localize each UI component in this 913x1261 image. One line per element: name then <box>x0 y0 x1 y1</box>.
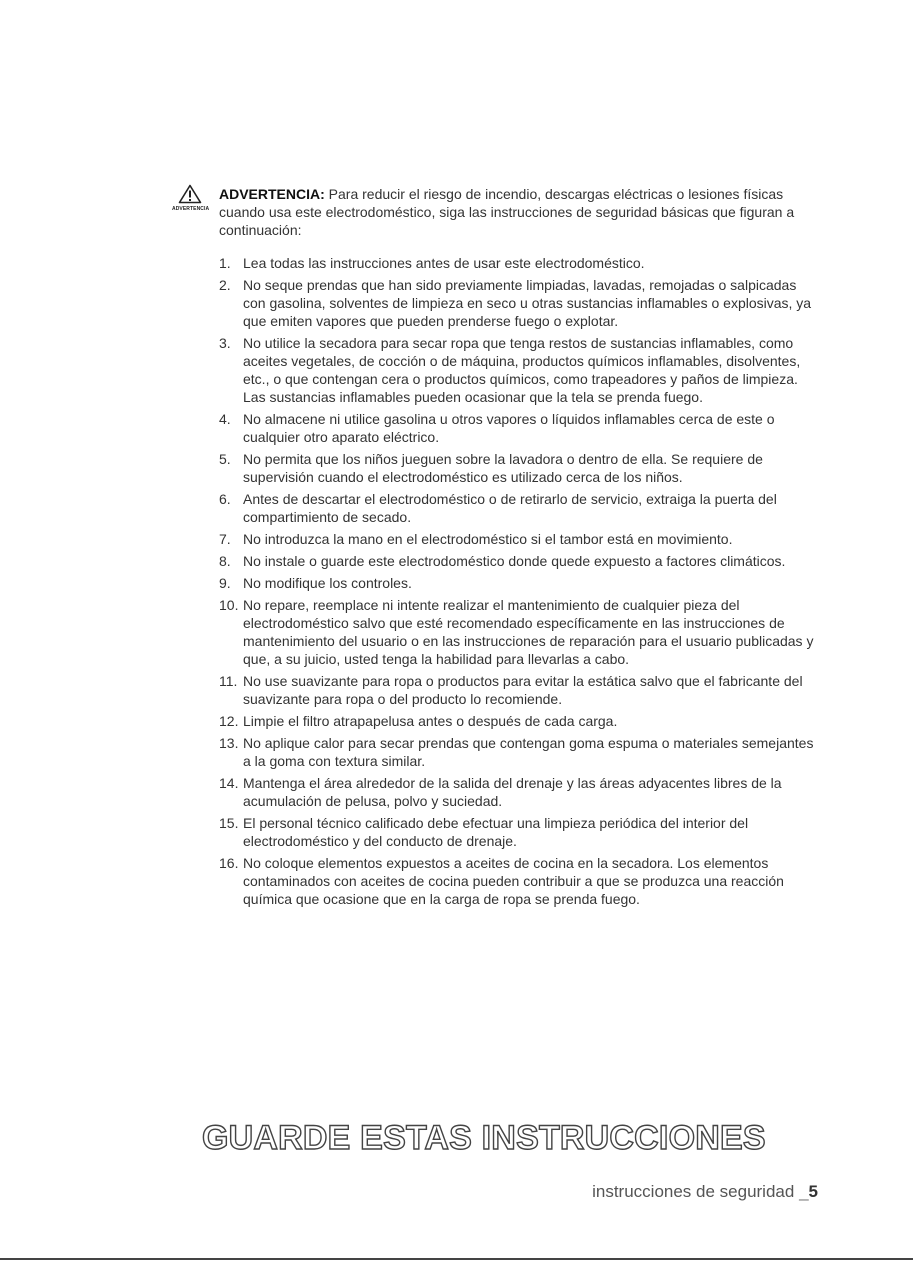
item-number: 13. <box>219 735 239 751</box>
warning-body: Para reducir el riesgo de incendio, descargas eléctricas o lesiones físicas cuando usa este electrodoméstico, siga las instrucciones de seguridad básicas que figuran a continuación: <box>219 186 795 238</box>
item-text: No utilice la secadora para secar ropa que tenga restos de sustancias inflamables, como aceites vegetales, de cocción o de máquina, productos químicos inflamables, disolventes, etc., o que contengan cera o productos químicos, como trapeadores y paños de limpieza. Las sustancias inflamables pueden ocasionar que la tela se prenda fuego. <box>243 335 801 405</box>
warning-heading: ADVERTENCIA: <box>219 186 325 202</box>
item-text: No coloque elementos expuestos a aceites de cocina en la secadora. Los elementos contaminados con aceites de cocina pueden contribuir a que se produzca una reacción química que ocasione que en la carga de ropa se prenda fuego. <box>243 855 784 907</box>
item-number: 8. <box>219 553 231 569</box>
item-text: No modifique los controles. <box>243 575 412 591</box>
list-item <box>219 254 819 272</box>
item-text: No seque prendas que han sido previamente limpiadas, lavadas, remojadas o salpicadas con gasolina, solventes de limpieza en seco u otras sustancias inflamables o explosivas, ya que emiten vapores que pueden prenderse fuego o explotar. <box>243 277 812 329</box>
warning-symbol <box>172 184 208 212</box>
item-number: 12. <box>219 713 239 729</box>
list-item <box>219 734 819 770</box>
list-item <box>219 334 819 406</box>
item-number: 16. <box>219 855 239 871</box>
list-item <box>219 530 819 548</box>
item-number: 3. <box>219 335 231 351</box>
item-number: 6. <box>219 491 231 507</box>
item-text: No repare, reemplace ni intente realizar el mantenimiento de cualquier pieza del electrodoméstico salvo que esté recomendado específicamente en las instrucciones de mantenimiento del usuario o en las instrucciones de reparación para el usuario publicadas y que, a su juicio, usted tenga la habilidad para llevarlas a cabo. <box>243 597 814 667</box>
item-number: 5. <box>219 451 231 467</box>
item-text: No aplique calor para secar prendas que contengan goma espuma o materiales semejantes a la goma con textura similar. <box>243 735 814 769</box>
instruction-list <box>219 254 819 912</box>
item-number: 2. <box>219 277 231 293</box>
list-item <box>219 276 819 330</box>
list-item <box>219 672 819 708</box>
list-item <box>219 552 819 570</box>
save-instructions-heading: GUARDE ESTAS INSTRUCCIONES <box>202 1119 766 1157</box>
item-number: 10. <box>219 597 239 613</box>
list-item <box>219 854 819 908</box>
item-number: 15. <box>219 815 239 831</box>
item-number: 14. <box>219 775 239 791</box>
bottom-divider <box>0 1258 913 1260</box>
footer-separator: _ <box>799 1182 809 1201</box>
item-text: Limpie el filtro atrapapelusa antes o después de cada carga. <box>243 713 618 729</box>
list-item <box>219 490 819 526</box>
list-item <box>219 450 819 486</box>
list-item <box>219 574 819 592</box>
page-footer <box>592 1181 818 1203</box>
footer-section-name: instrucciones de seguridad <box>592 1182 795 1201</box>
warning-icon-caption: ADVERTENCIA <box>172 206 210 212</box>
item-text: Mantenga el área alrededor de la salida del drenaje y las áreas adyacentes libres de la acumulación de pelusa, polvo y suciedad. <box>243 775 782 809</box>
list-item <box>219 410 819 446</box>
item-text: No almacene ni utilice gasolina u otros vapores o líquidos inflamables cerca de este o cualquier otro aparato eléctrico. <box>243 411 775 445</box>
item-text: No instale o guarde este electrodoméstico donde quede expuesto a factores climáticos. <box>243 553 786 569</box>
warning-paragraph <box>219 185 819 239</box>
item-text: El personal técnico calificado debe efectuar una limpieza periódica del interior del electrodoméstico y del conducto de drenaje. <box>243 815 749 849</box>
item-text: No permita que los niños jueguen sobre la lavadora o dentro de ella. Se requiere de supervisión cuando el electrodoméstico es utilizado cerca de los niños. <box>243 451 763 485</box>
list-item <box>219 712 819 730</box>
item-number: 1. <box>219 255 231 271</box>
item-text: No introduzca la mano en el electrodoméstico si el tambor está en movimiento. <box>243 531 733 547</box>
warning-triangle-icon <box>178 184 202 204</box>
page-number: 5 <box>808 1182 818 1201</box>
list-item <box>219 596 819 668</box>
item-text: Antes de descartar el electrodoméstico o de retirarlo de servicio, extraiga la puerta del compartimiento de secado. <box>243 491 777 525</box>
item-number: 11. <box>219 673 238 689</box>
item-text: No use suavizante para ropa o productos para evitar la estática salvo que el fabricante del suavizante para ropa o del producto lo recomiende. <box>243 673 803 707</box>
item-number: 9. <box>219 575 231 591</box>
item-number: 7. <box>219 531 231 547</box>
list-item <box>219 814 819 850</box>
item-text: Lea todas las instrucciones antes de usar este electrodoméstico. <box>243 255 645 271</box>
list-item <box>219 774 819 810</box>
item-number: 4. <box>219 411 231 427</box>
